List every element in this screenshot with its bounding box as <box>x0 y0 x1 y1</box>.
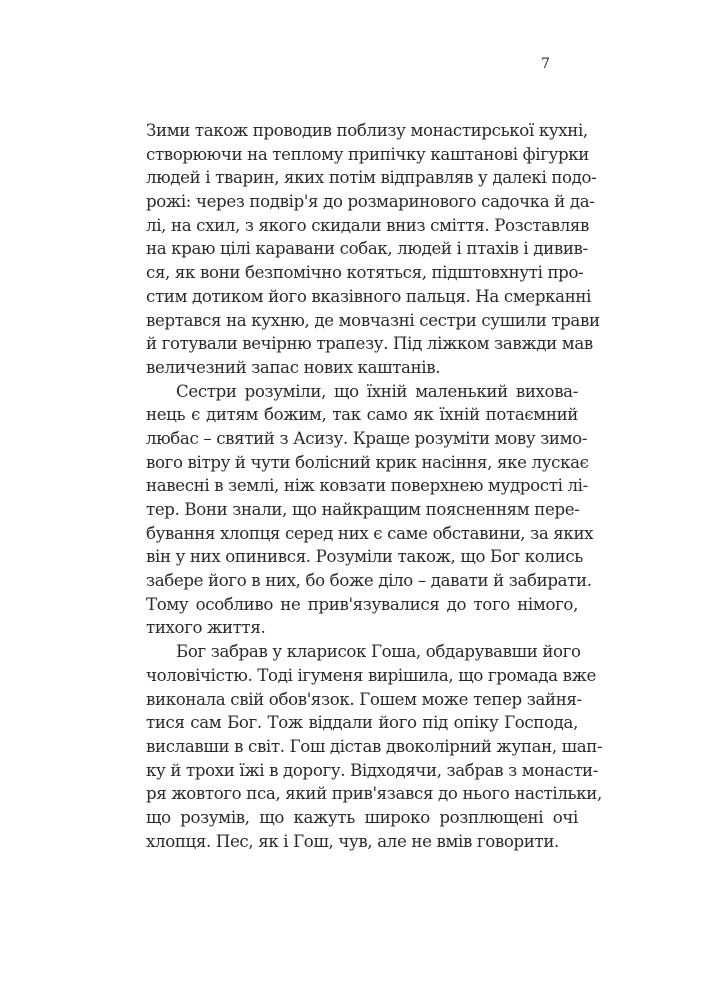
text-line: нець є дитям божим, так само як їхній потаємний <box>146 405 578 425</box>
text-line: ся, як вони безпомічно котяться, підштовхнуті про- <box>146 263 584 283</box>
text-line: на краю цілі каравани собак, людей і птахів і дивив- <box>146 239 588 259</box>
text-line: лі, на схил, з якого скидали вниз сміття. Розставляв <box>146 215 589 235</box>
text-line: створюючи на теплому припічку каштанові фігурки <box>146 144 589 164</box>
text-line: величезний запас нових каштанів. <box>146 357 441 377</box>
text-line: тихого життя. <box>146 618 266 638</box>
text-line: тися сам Бог. Тож віддали його під опіку Господа, <box>146 713 578 733</box>
text-line: ря жовтого пса, який прив'язався до нього настільки, <box>146 784 602 804</box>
text-line: Сестри розуміли, що їхній маленький вихова- <box>176 381 578 401</box>
paragraph <box>146 119 600 380</box>
text-line: Зими також проводив поблизу монастирської кухні, <box>146 121 588 140</box>
paragraph <box>146 380 594 641</box>
paragraph <box>146 640 603 853</box>
text-line: тер. Вони знали, що найкращим поясненням пере- <box>146 500 580 519</box>
text-line: вертався на кухню, де мовчазні сестри сушили трави <box>146 310 600 330</box>
text-line: чоловічістю. Тоді ігуменя вирішила, що громада вже <box>146 665 596 685</box>
body-text <box>146 119 603 853</box>
text-line: забере його в них, бо боже діло – давати й забирати. <box>146 571 592 591</box>
text-line: ку й трохи їжі в дорогу. Відходячи, забрав з монасти- <box>146 760 598 780</box>
text-line: що розумів, що кажуть широко розплющені очі <box>146 807 578 827</box>
text-line: й готували вечірню трапезу. Під ліжком завжди мав <box>146 334 593 354</box>
text-line: Бог забрав у кларисок Гоша, обдарувавши його <box>176 642 581 662</box>
text-line: виславши в світ. Гош дістав двоколірний жупан, шап- <box>146 736 603 756</box>
page-number: 7 <box>541 56 550 72</box>
text-line: хлопця. Пес, як і Гош, чув, але не вмів говорити. <box>146 831 559 851</box>
text-line: він у них опинився. Розуміли також, що Бог колись <box>146 547 583 567</box>
text-line: любас – святий з Асизу. Краще розуміти мову зимо- <box>146 428 588 448</box>
text-line: людей і тварин, яких потім відправляв у далекі подо- <box>146 168 597 188</box>
text-line: Тому особливо не прив'язувалися до того німого, <box>146 594 578 614</box>
text-line: стим дотиком його вказівного пальця. На смерканні <box>146 286 592 306</box>
text-line: навесні в землі, ніж ковзати поверхнею мудрості лі- <box>146 476 588 496</box>
text-line: виконала свій обов'язок. Гошем може тепер зайня- <box>146 689 582 709</box>
text-line: рожі: через подвір'я до розмаринового садочка й да- <box>146 192 595 212</box>
text-line: бування хлопця серед них є саме обставини, за яких <box>146 523 594 543</box>
text-line: вого вітру й чути болісний крик насіння, яке лускає <box>146 452 589 472</box>
